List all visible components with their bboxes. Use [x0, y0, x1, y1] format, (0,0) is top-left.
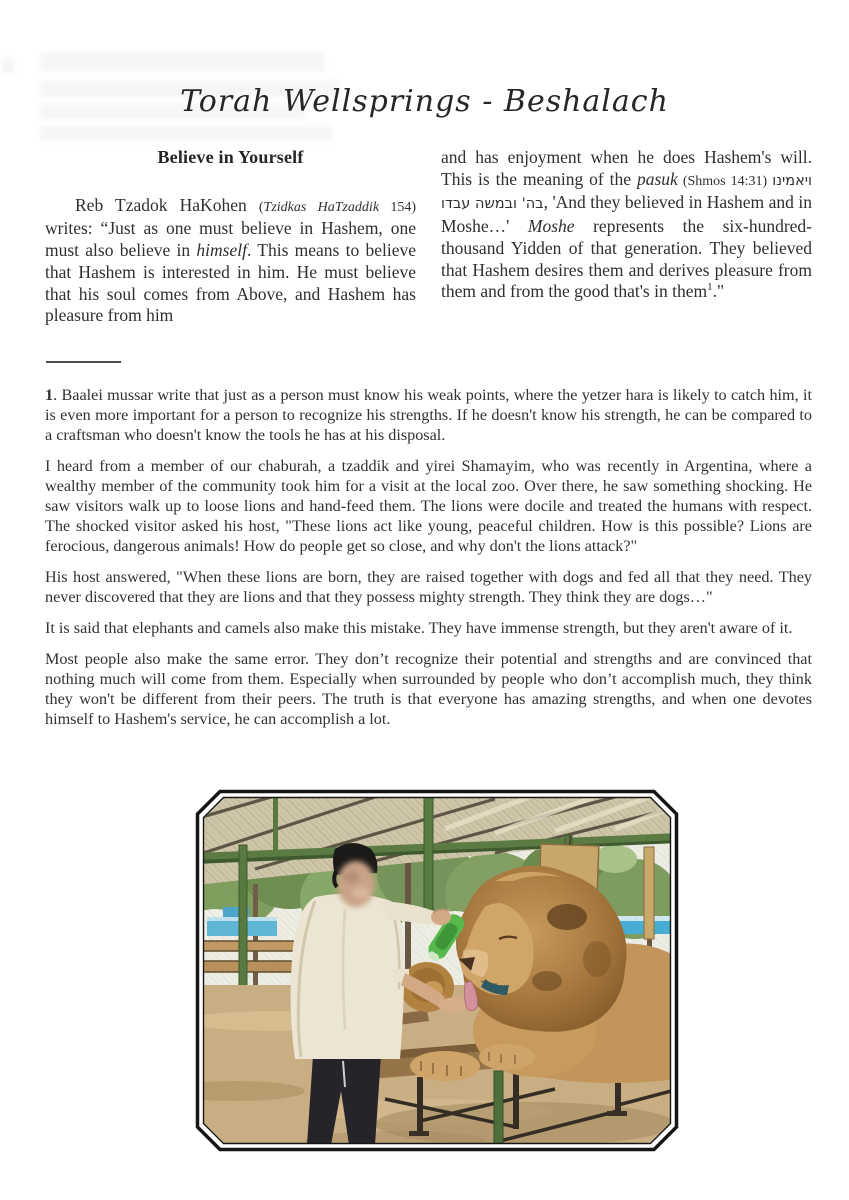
ghost-text-remnant: [40, 52, 325, 72]
emphasized-word: Moshe: [527, 216, 575, 237]
text-run: .": [712, 281, 725, 302]
emphasized-word: pasuk: [636, 168, 678, 189]
source-reference-number: 154): [379, 199, 416, 215]
text-run: writes: “Just as one must believe in Hashem, one must also believe in: [45, 218, 416, 261]
text-run: Reb Tzadok HaKohen: [75, 194, 259, 215]
right-column: [441, 147, 812, 327]
emphasized-word: himself: [196, 240, 247, 261]
lion-feeding-photo: [195, 789, 679, 1152]
footnote-paragraph: Most people also make the same error. They don’t recognize their potential and strengths and are convinced that nothing much will come from them. Especially when surrounded by people who don’t accomplish much, they think they won't be different from their peers. The truth is that everyone has amazing strengths, and when one devotes himself to Hashem's service, he can accomplish a lot.: [45, 650, 812, 728]
footnote-paragraph: I heard from a member of our chaburah, a tzaddik and yirei Shamayim, who was recently in Argentina, where a wealthy member of the community took him for a visit at the local zoo. Over there, he saw something shocking. He saw visitors walk up to loose lions and hand-feed them. The lions were docile and treated the humans with respect. The shocked visitor asked his host, "These lions act like young, peaceful children. How is this possible? Lions are ferocious, dangerous animals! How do people get so close, and why don't the lions attack?": [45, 457, 812, 555]
body-paragraph: [441, 147, 812, 303]
footnote-paragraph: His host answered, "When these lions are born, they are raised together with dogs and fed all that they need. They never discovered that they are lions and that they possess mighty strength. They think they are dogs…": [45, 568, 812, 606]
section-heading: Believe in Yourself: [157, 147, 304, 167]
ghost-text-remnant: [2, 58, 14, 74]
footnote-marker: 1: [45, 386, 54, 404]
hebrew-pasuk: ויאמינו בה' ובמשה עבדו: [441, 172, 812, 213]
source-reference-title: Tzidkas HaTzaddik: [263, 199, 380, 215]
footnote-paragraph: It is said that elephants and camels also make this mistake. They have immense strength, but they aren't aware of it.: [45, 619, 793, 637]
text-run: and has enjoyment when he does Hashem's will. This is the meaning of the: [441, 147, 812, 189]
footnote-divider: [46, 361, 121, 363]
source-reference: (Shmos 14:31): [677, 173, 773, 189]
footnote-paragraph: [45, 385, 812, 445]
source-reference: (: [258, 199, 264, 215]
body-paragraph: [45, 195, 416, 327]
text-run: . Baalei mussar write that just as a person must know his weak points, where the yetzer hara is likely to catch him, it is even more important for a person to recognize his strengths. If he doesn't know his strength, he can be compared to a craftsman who doesn't know the tools he has at his disposal.: [45, 386, 812, 444]
photo-scene: [195, 789, 679, 1152]
two-column-body: [45, 147, 812, 327]
text-run: represents the six-hundred-thousand Yidden of that generation. They believed that Hashem desires them and derives pleasure from them and from the good that's in them: [441, 216, 812, 302]
page-title: Torah Wellsprings - Beshalach: [180, 84, 669, 119]
text-run: . This means to believe that Hashem is interested in him. He must believe that his soul comes from Above, and Hashem has pleasure from him: [45, 240, 416, 326]
text-run: , 'And they believed in Hashem and in Moshe…': [441, 192, 812, 237]
footnotes-section: [45, 385, 812, 740]
left-column: [45, 147, 416, 327]
ghost-text-remnant: [40, 126, 332, 141]
footnote-superscript: 1: [707, 281, 713, 294]
